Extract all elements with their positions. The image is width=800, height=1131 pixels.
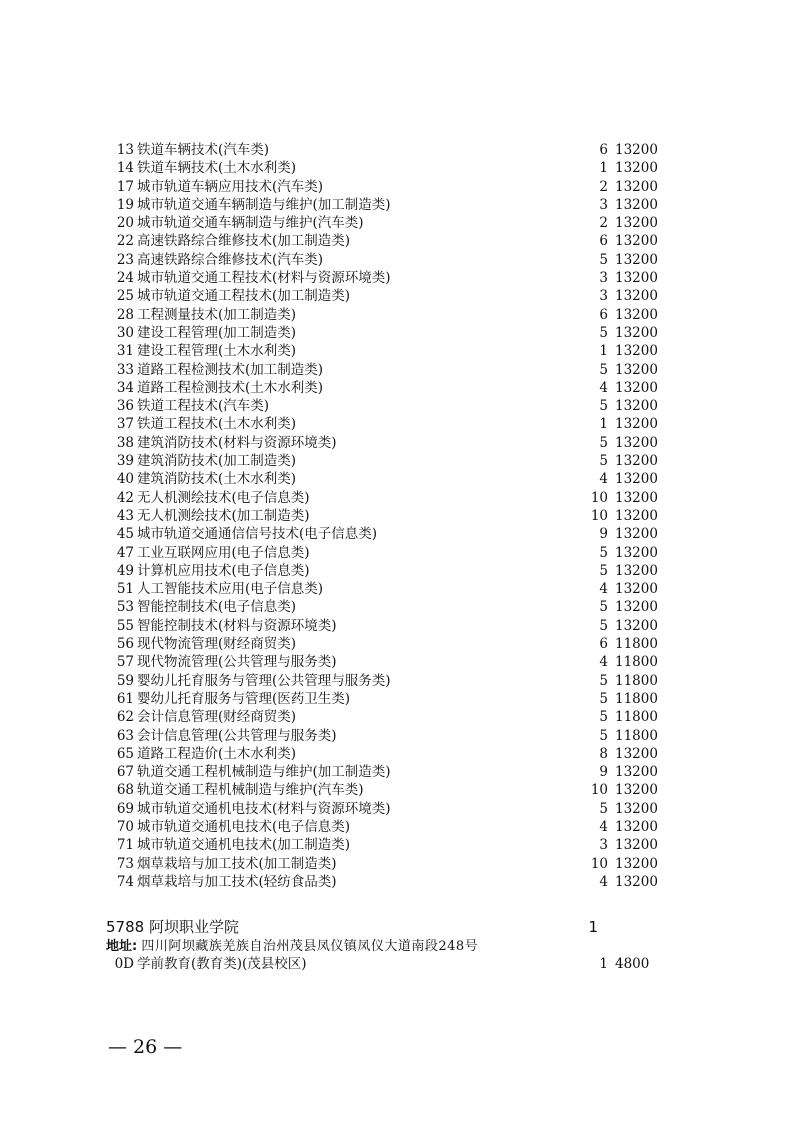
program-fee: 11800 [615, 636, 658, 653]
program-count: 4 [599, 654, 608, 671]
program-fee: 11800 [615, 690, 658, 707]
program-fee: 13200 [615, 178, 658, 195]
table-row [112, 873, 672, 891]
program-code: 57 [116, 654, 134, 671]
program-name: 会计信息管理(公共管理与服务类) [137, 727, 337, 744]
program-name: 道路工程检测技术(土木水利类) [137, 379, 324, 396]
program-code: 37 [116, 416, 134, 433]
program-name: 建设工程管理(加工制造类) [137, 324, 297, 341]
school-program-table [112, 955, 672, 973]
program-code: 67 [116, 764, 134, 781]
program-code: 47 [116, 544, 134, 561]
table-row [112, 745, 672, 763]
program-count: 10 [590, 489, 608, 506]
program-code: 40 [116, 471, 134, 488]
table-row [112, 727, 672, 745]
program-code: 30 [116, 324, 134, 341]
program-name: 学前教育(教育类)(茂县校区) [137, 956, 307, 972]
table-row [112, 178, 672, 196]
program-count: 3 [599, 270, 608, 287]
table-row [112, 818, 672, 836]
table-row [112, 287, 672, 305]
program-name: 人工智能技术应用(电子信息类) [137, 581, 324, 598]
program-fee: 11800 [615, 709, 658, 726]
program-code: 61 [116, 690, 134, 707]
program-fee: 13200 [615, 489, 658, 506]
program-code: 22 [116, 233, 134, 250]
program-fee: 13200 [615, 398, 658, 415]
program-count: 1 [599, 343, 608, 360]
program-code: 36 [116, 398, 134, 415]
table-row [112, 781, 672, 799]
table-row [112, 196, 672, 214]
program-name: 无人机测绘技术(加工制造类) [137, 507, 310, 524]
program-name: 城市轨道交通通信信号技术(电子信息类) [137, 526, 378, 543]
program-count: 10 [590, 507, 608, 524]
program-name: 道路工程检测技术(加工制造类) [137, 361, 324, 378]
program-count: 4 [599, 379, 608, 396]
program-fee: 13200 [615, 745, 658, 762]
program-name: 城市轨道交通机电技术(电子信息类) [137, 818, 351, 835]
program-name: 婴幼儿托育服务与管理(公共管理与服务类) [137, 672, 391, 689]
program-fee: 13200 [615, 764, 658, 781]
program-count: 2 [599, 178, 608, 195]
program-count: 5 [599, 727, 608, 744]
program-name: 建筑消防技术(材料与资源环境类) [137, 434, 337, 451]
page-number: — 26 — [108, 1036, 183, 1058]
program-fee: 13200 [615, 270, 658, 287]
program-code: 19 [116, 196, 134, 213]
program-code: 23 [116, 251, 134, 268]
program-code: 25 [116, 288, 134, 305]
table-row [112, 397, 672, 415]
table-row [112, 361, 672, 379]
program-name: 会计信息管理(财经商贸类) [137, 709, 297, 726]
program-code: 20 [116, 215, 134, 232]
program-count: 3 [599, 196, 608, 213]
program-count: 1 [599, 160, 608, 177]
program-count: 5 [599, 544, 608, 561]
program-fee: 13200 [615, 160, 658, 177]
program-count: 6 [599, 142, 608, 158]
table-row [112, 580, 672, 598]
program-name: 建设工程管理(土木水利类) [137, 343, 297, 360]
program-fee: 13200 [615, 233, 658, 250]
program-name: 智能控制技术(材料与资源环境类) [137, 617, 337, 634]
table-row [112, 544, 672, 562]
program-code: 13 [116, 142, 134, 158]
program-name: 城市轨道交通机电技术(材料与资源环境类) [137, 800, 391, 817]
school-name: 5788 阿坝职业学院 [106, 918, 239, 936]
program-count: 6 [599, 636, 608, 653]
table-row [112, 653, 672, 671]
table-row [112, 763, 672, 781]
program-count: 3 [599, 837, 608, 854]
program-count: 2 [599, 215, 608, 232]
program-count: 5 [599, 562, 608, 579]
program-name: 城市轨道车辆应用技术(汽车类) [137, 178, 324, 195]
program-fee: 13200 [615, 251, 658, 268]
program-fee: 13200 [615, 599, 658, 616]
program-code: 63 [116, 727, 134, 744]
program-count: 9 [599, 764, 608, 781]
program-code: 51 [116, 581, 134, 598]
program-fee: 4800 [615, 956, 650, 972]
program-fee: 13200 [615, 361, 658, 378]
program-name: 现代物流管理(公共管理与服务类) [137, 654, 337, 671]
program-name: 轨道交通工程机械制造与维护(加工制造类) [137, 764, 391, 781]
program-name: 铁道工程技术(土木水利类) [137, 416, 297, 433]
program-code: 14 [116, 160, 134, 177]
program-name: 烟草栽培与加工技术(轻纺食品类) [137, 873, 337, 890]
program-count: 1 [599, 956, 608, 972]
table-row [112, 214, 672, 232]
program-code: 74 [116, 873, 134, 890]
program-count: 5 [599, 324, 608, 341]
program-name: 建筑消防技术(加工制造类) [137, 453, 297, 470]
program-code: 28 [116, 306, 134, 323]
program-count: 4 [599, 471, 608, 488]
table-row [112, 489, 672, 507]
program-count: 4 [599, 818, 608, 835]
program-fee: 13200 [615, 142, 658, 158]
program-name: 高速铁路综合维修技术(加工制造类) [137, 233, 351, 250]
program-count: 1 [599, 416, 608, 433]
program-code: 70 [116, 818, 134, 835]
table-row [112, 324, 672, 342]
program-fee: 13200 [615, 416, 658, 433]
program-code: 55 [116, 617, 134, 634]
table-row [112, 470, 672, 488]
program-fee: 13200 [615, 215, 658, 232]
program-code: 24 [116, 270, 134, 287]
table-row [112, 434, 672, 452]
program-name: 轨道交通工程机械制造与维护(汽车类) [137, 782, 364, 799]
school-header [106, 916, 666, 938]
table-row [112, 562, 672, 580]
program-count: 5 [599, 361, 608, 378]
program-code: 39 [116, 453, 134, 470]
table-row [112, 452, 672, 470]
program-count: 5 [599, 251, 608, 268]
program-code: 43 [116, 507, 134, 524]
program-name: 现代物流管理(财经商贸类) [137, 636, 297, 653]
program-count: 5 [599, 599, 608, 616]
program-fee: 13200 [615, 617, 658, 634]
program-fee: 13200 [615, 544, 658, 561]
table-row [112, 836, 672, 854]
program-name: 道路工程造价(土木水利类) [137, 745, 297, 762]
program-code: 69 [116, 800, 134, 817]
program-fee: 13200 [615, 379, 658, 396]
table-row [112, 269, 672, 287]
program-code: 65 [116, 745, 134, 762]
program-code: 33 [116, 361, 134, 378]
program-code: 42 [116, 489, 134, 506]
table-row [112, 855, 672, 873]
table-row [112, 672, 672, 690]
table-row [112, 708, 672, 726]
program-fee: 13200 [615, 526, 658, 543]
table-row [112, 342, 672, 360]
program-count: 5 [599, 398, 608, 415]
program-fee: 13200 [615, 196, 658, 213]
table-row [112, 690, 672, 708]
table-row [112, 635, 672, 653]
program-count: 10 [590, 855, 608, 872]
program-name: 建筑消防技术(土木水利类) [137, 471, 297, 488]
program-count: 6 [599, 306, 608, 323]
school-address [106, 937, 478, 957]
program-fee: 13200 [615, 453, 658, 470]
program-code: 49 [116, 562, 134, 579]
program-code: 62 [116, 709, 134, 726]
table-row [112, 251, 672, 269]
program-code: 38 [116, 434, 134, 451]
program-fee: 13200 [615, 837, 658, 854]
program-fee: 13200 [615, 581, 658, 598]
table-row [112, 800, 672, 818]
program-code: 31 [116, 343, 134, 360]
program-fee: 13200 [615, 288, 658, 305]
program-count: 5 [599, 453, 608, 470]
table-row [112, 379, 672, 397]
program-code: 34 [116, 379, 134, 396]
table-row [112, 415, 672, 433]
program-fee: 13200 [615, 782, 658, 799]
program-fee: 13200 [615, 818, 658, 835]
program-name: 城市轨道交通机电技术(加工制造类) [137, 837, 351, 854]
program-code: 68 [116, 782, 134, 799]
program-count: 5 [599, 617, 608, 634]
program-name: 城市轨道交通工程技术(材料与资源环境类) [137, 270, 391, 287]
program-name: 工程测量技术(加工制造类) [137, 306, 297, 323]
table-row [112, 598, 672, 616]
program-code: 56 [116, 636, 134, 653]
program-fee: 11800 [615, 654, 658, 671]
program-fee: 13200 [615, 507, 658, 524]
address-text: 四川阿坝藏族羌族自治州茂县凤仪镇凤仪大道南段248号 [141, 939, 479, 954]
program-name: 婴幼儿托育服务与管理(医药卫生类) [137, 690, 351, 707]
program-fee: 13200 [615, 873, 658, 890]
school-count: 1 [588, 918, 598, 936]
table-row [112, 159, 672, 177]
program-name: 智能控制技术(电子信息类) [137, 599, 297, 616]
program-fee: 13200 [615, 471, 658, 488]
program-table [112, 141, 672, 891]
program-name: 工业互联网应用(电子信息类) [137, 544, 310, 561]
program-count: 5 [599, 672, 608, 689]
program-name: 高速铁路综合维修技术(汽车类) [137, 251, 324, 268]
program-fee: 11800 [615, 672, 658, 689]
table-row [112, 232, 672, 250]
program-fee: 13200 [615, 343, 658, 360]
program-count: 5 [599, 800, 608, 817]
program-name: 铁道车辆技术(土木水利类) [137, 160, 297, 177]
program-fee: 13200 [615, 434, 658, 451]
program-count: 6 [599, 233, 608, 250]
program-count: 5 [599, 709, 608, 726]
program-name: 计算机应用技术(电子信息类) [137, 562, 310, 579]
program-code: 71 [116, 837, 134, 854]
program-fee: 11800 [615, 727, 658, 744]
program-name: 无人机测绘技术(电子信息类) [137, 489, 310, 506]
program-count: 10 [590, 782, 608, 799]
program-count: 9 [599, 526, 608, 543]
program-count: 5 [599, 690, 608, 707]
program-code: 0D [114, 956, 134, 972]
program-count: 4 [599, 581, 608, 598]
program-code: 59 [116, 672, 134, 689]
program-fee: 13200 [615, 324, 658, 341]
program-fee: 13200 [615, 562, 658, 579]
program-fee: 13200 [615, 306, 658, 323]
program-name: 城市轨道交通车辆制造与维护(汽车类) [137, 215, 364, 232]
program-code: 53 [116, 599, 134, 616]
table-row [112, 507, 672, 525]
program-name: 铁道工程技术(汽车类) [137, 398, 270, 415]
program-fee: 13200 [615, 800, 658, 817]
program-fee: 13200 [615, 855, 658, 872]
table-row [112, 525, 672, 543]
table-row [112, 955, 672, 973]
table-row [112, 617, 672, 635]
program-count: 5 [599, 434, 608, 451]
program-code: 17 [116, 178, 134, 195]
program-count: 4 [599, 873, 608, 890]
program-code: 45 [116, 526, 134, 543]
table-row [112, 141, 672, 159]
program-count: 3 [599, 288, 608, 305]
table-row [112, 306, 672, 324]
program-name: 烟草栽培与加工技术(加工制造类) [137, 855, 337, 872]
address-label: 地址: [106, 939, 138, 954]
program-code: 73 [116, 855, 134, 872]
program-name: 城市轨道交通工程技术(加工制造类) [137, 288, 351, 305]
program-count: 8 [599, 745, 608, 762]
program-name: 铁道车辆技术(汽车类) [137, 142, 270, 158]
program-name: 城市轨道交通车辆制造与维护(加工制造类) [137, 196, 391, 213]
